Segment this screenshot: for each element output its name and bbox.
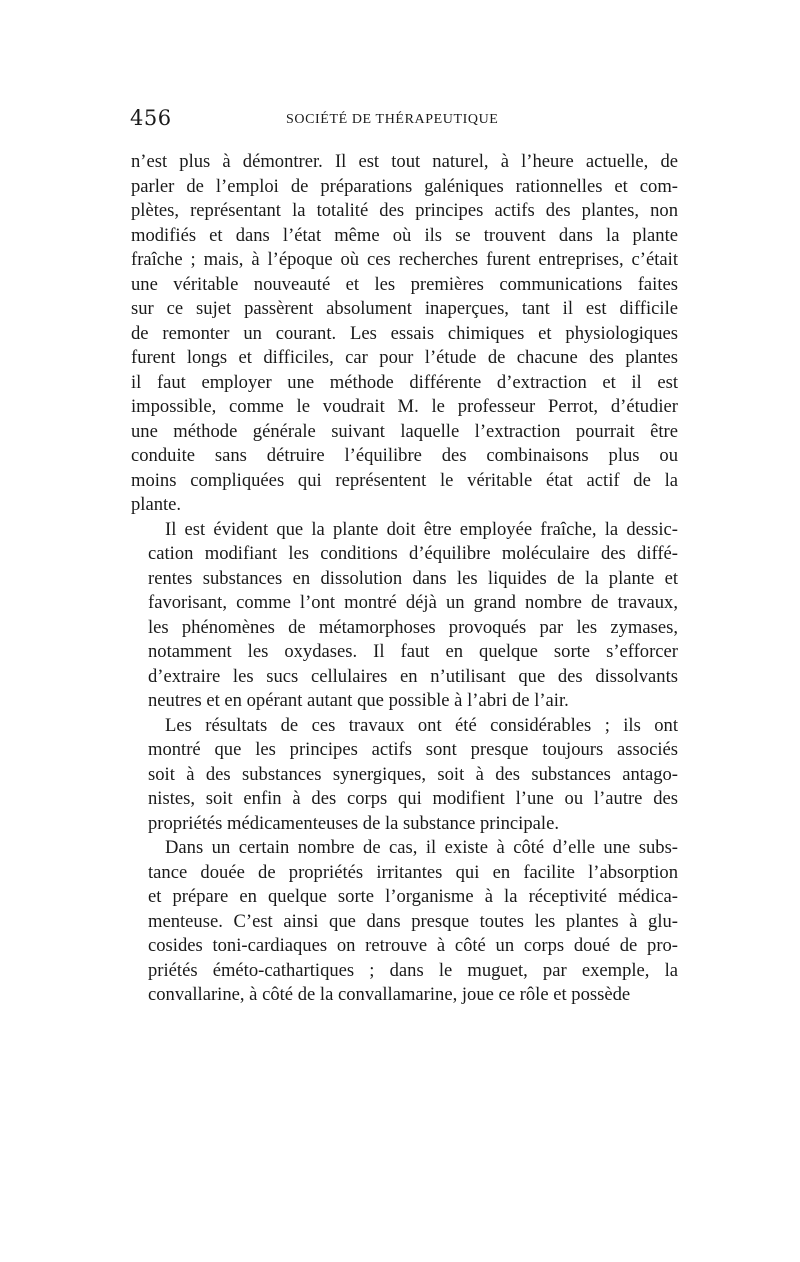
- text-line: convallarine, à côté de la convallamarine, joue ce rôle et possède: [148, 984, 631, 1005]
- text-line: cosides toni-cardiaques on retrouve à côté un corps doué de pro-: [148, 935, 678, 956]
- text-line: priétés éméto-cathartiques ; dans le muguet, par exemple, la: [148, 959, 678, 981]
- text-line: furent longs et difficiles, car pour l’étude de chacune des plantes: [131, 347, 678, 368]
- text-line: les phénomènes de métamorphoses provoqués par les zymases,: [148, 616, 678, 638]
- text-line: neutres et en opérant autant que possible à l’abri de l’air.: [148, 690, 569, 711]
- text-line: n’est plus à démontrer. Il est tout naturel, à l’heure actuelle, de: [131, 151, 678, 172]
- running-title: SOCIÉTÉ DE THÉRAPEUTIQUE: [286, 112, 499, 127]
- text-line: rentes substances en dissolution dans les liquides de la plante et: [148, 567, 678, 589]
- paragraph: [131, 518, 678, 714]
- text-line: cation modifiant les conditions d’équilibre moléculaire des diffé-: [148, 543, 678, 564]
- page-header: [130, 106, 678, 138]
- text-line: Dans un certain nombre de cas, il existe à côté d’elle une subs-: [165, 837, 678, 858]
- text-line: Les résultats de ces travaux ont été considérables ; ils ont: [165, 714, 678, 736]
- text-line: plante.: [131, 494, 182, 515]
- text-line: et prépare en quelque sorte l’organisme à la réceptivité médica-: [148, 886, 678, 907]
- text-line: soit à des substances synergiques, soit à des substances antago-: [148, 763, 678, 785]
- text-line: moins compliquées qui représentent le véritable état actif de la: [131, 469, 678, 491]
- text-line: montré que les principes actifs sont presque toujours associés: [148, 739, 678, 760]
- text-line: de remonter un courant. Les essais chimiques et physiologiques: [131, 322, 678, 344]
- paragraph: [131, 714, 678, 837]
- text-line: impossible, comme le voudrait M. le professeur Perrot, d’étudier: [131, 396, 678, 417]
- text-line: fraîche ; mais, à l’époque où ces recherches furent entreprises, c’était: [131, 249, 678, 270]
- text-line: tance douée de propriétés irritantes qui en facilite l’absorption: [148, 861, 678, 883]
- text-line: une méthode générale suivant laquelle l’extraction pourrait être: [131, 420, 678, 442]
- text-line: d’extraire les sucs cellulaires en n’utilisant que des dissolvants: [148, 665, 678, 687]
- text-line: conduite sans détruire l’équilibre des combinaisons plus ou: [131, 445, 678, 466]
- text-line: Il est évident que la plante doit être employée fraîche, la dessic-: [165, 518, 678, 540]
- text-line: notamment les oxydases. Il faut en quelque sorte s’efforcer: [148, 641, 678, 662]
- text-line: il faut employer une méthode différente d’extraction et il est: [131, 371, 678, 393]
- paragraph: [131, 150, 678, 518]
- text-line: nistes, soit enfin à des corps qui modifient l’une ou l’autre des: [148, 788, 678, 809]
- text-line: modifiés et dans l’état même où ils se trouvent dans la plante: [131, 224, 678, 246]
- text-line: favorisant, comme l’ont montré déjà un grand nombre de travaux,: [148, 592, 678, 613]
- body-text: [131, 150, 678, 1008]
- text-line: plètes, représentant la totalité des principes actifs des plantes, non: [131, 200, 678, 221]
- text-line: sur ce sujet passèrent absolument inaperçues, tant il est difficile: [131, 298, 678, 319]
- paragraph: [131, 836, 678, 1008]
- page-number: 456: [130, 106, 172, 130]
- text-line: menteuse. C’est ainsi que dans presque toutes les plantes à glu-: [148, 910, 678, 932]
- text-line: parler de l’emploi de préparations galéniques rationnelles et com-: [131, 175, 678, 197]
- text-line: une véritable nouveauté et les premières communications faites: [131, 273, 678, 295]
- text-line: propriétés médicamenteuses de la substance principale.: [148, 812, 559, 834]
